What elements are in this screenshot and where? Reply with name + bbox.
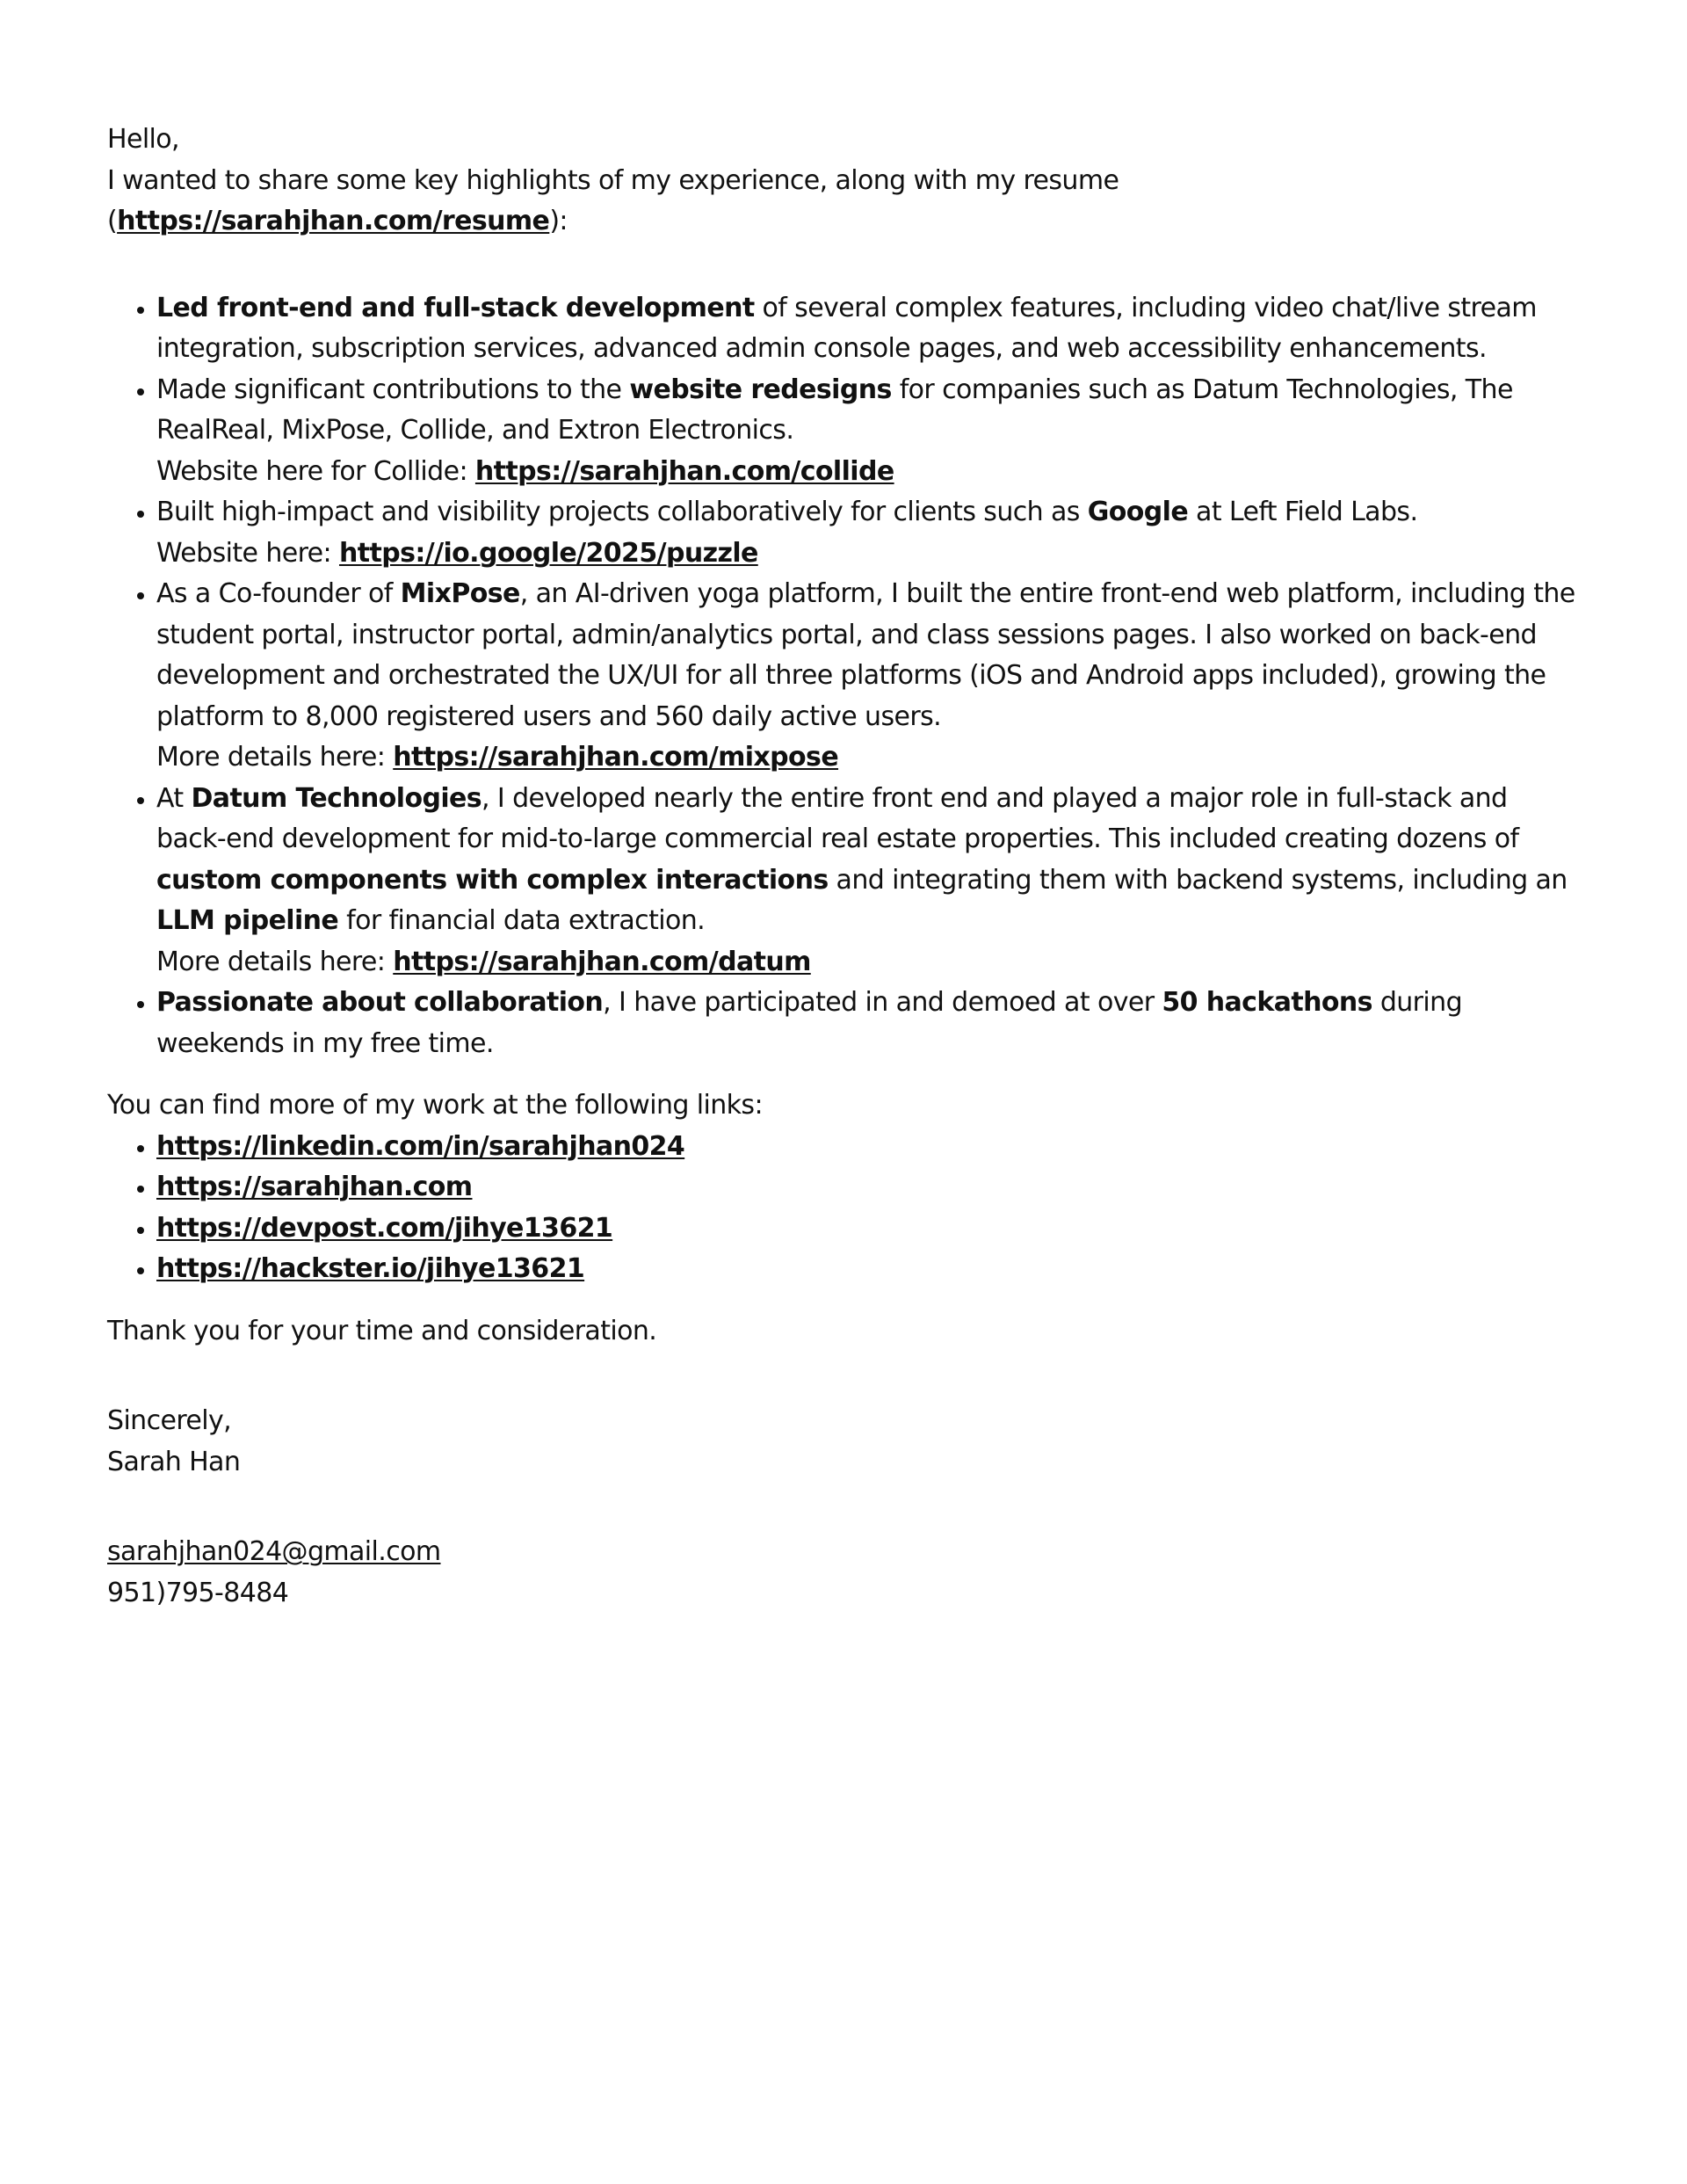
greeting: Hello, bbox=[107, 124, 179, 155]
highlight-text: , I developed nearly the entire front end and played a major role in full-stack and back-end development for mid-to-large commercial real estate properties. This included creating dozens of bbox=[156, 782, 1519, 854]
google-puzzle-link[interactable]: https://io.google/2025/puzzle bbox=[338, 537, 758, 569]
email-link[interactable]: sarahjhan024@gmail.com bbox=[107, 1536, 441, 1567]
highlight-text: , an AI-driven yoga platform, I built the entire front-end web platform, including the student portal, instructor portal, admin/analytics portal, and class sessions pages. I also worked on back-end development and orchestrated the UX/UI for all three platforms (iOS and Android apps included), growing the platform to 8,000 registered users and 560 daily active users. bbox=[156, 578, 1575, 732]
highlight-bold: website redesigns bbox=[629, 374, 892, 405]
highlight-bold: 50 hackathons bbox=[1162, 987, 1372, 1018]
highlight-bold: Led front-end and full-stack development bbox=[156, 292, 755, 323]
list-item bbox=[156, 983, 1583, 1064]
link-label: More details here: bbox=[156, 946, 394, 977]
highlight-text: at Left Field Labs. bbox=[1188, 497, 1418, 527]
list-item bbox=[156, 574, 1583, 779]
highlight-text: during weekends in my free time. bbox=[156, 987, 1463, 1059]
highlight-text: for companies such as Datum Technologies, The RealReal, MixPose, Collide, and Extron Electronics. bbox=[156, 374, 1513, 446]
list-item bbox=[156, 370, 1583, 493]
email-line bbox=[107, 1532, 1583, 1573]
highlight-text: As a Co-founder of bbox=[156, 578, 401, 609]
list-item bbox=[156, 779, 1583, 983]
list-item bbox=[156, 1249, 1583, 1290]
highlight-text: , I have participated in and demoed at over bbox=[603, 987, 1162, 1018]
highlight-text: Built high-impact and visibility projects collaboratively for clients such as bbox=[156, 497, 1088, 527]
links-intro: You can find more of my work at the following links: bbox=[107, 1090, 763, 1121]
hackster-link[interactable]: https://hackster.io/jihye13621 bbox=[156, 1253, 585, 1284]
list-item bbox=[156, 1208, 1583, 1250]
collide-link[interactable]: https://sarahjhan.com/collide bbox=[474, 455, 894, 487]
highlight-text: Made significant contributions to the bbox=[156, 374, 630, 405]
thanks-line: Thank you for your time and consideration. bbox=[107, 1315, 657, 1346]
highlight-bold: custom components with complex interactions bbox=[156, 864, 829, 896]
highlight-text: of several complex features, including video chat/live stream integration, subscription services, advanced admin console pages, and web accessibility enhancements. bbox=[156, 292, 1537, 364]
intro-text-end: ): bbox=[549, 206, 568, 236]
list-item bbox=[156, 1167, 1583, 1208]
list-item bbox=[156, 492, 1583, 574]
intro-text: I wanted to share some key highlights of my experience, along with my resume ( bbox=[107, 164, 1119, 236]
signature-name: Sarah Han bbox=[107, 1446, 241, 1477]
resume-link[interactable]: https://sarahjhan.com/resume bbox=[117, 206, 550, 236]
links-list bbox=[107, 1127, 1583, 1290]
highlight-bold: LLM pipeline bbox=[156, 905, 339, 936]
highlight-bold: Datum Technologies bbox=[191, 782, 482, 814]
mixpose-link[interactable]: https://sarahjhan.com/mixpose bbox=[393, 742, 839, 773]
linkedin-link[interactable]: https://linkedin.com/in/sarahjhan024 bbox=[156, 1130, 685, 1162]
website-link[interactable]: https://sarahjhan.com bbox=[156, 1172, 473, 1202]
list-item bbox=[156, 288, 1583, 370]
devpost-link[interactable]: https://devpost.com/jihye13621 bbox=[156, 1212, 613, 1244]
datum-link[interactable]: https://sarahjhan.com/datum bbox=[393, 946, 811, 977]
highlight-bold: Google bbox=[1087, 497, 1189, 527]
highlight-bold: Passionate about collaboration bbox=[156, 987, 604, 1018]
phone-number: 951)795-8484 bbox=[107, 1577, 289, 1608]
highlight-text: and integrating them with backend systems, including an bbox=[828, 864, 1568, 896]
highlights-list bbox=[107, 288, 1583, 1065]
cover-letter bbox=[107, 120, 1583, 1614]
link-label: Website here: bbox=[156, 537, 339, 569]
list-item bbox=[156, 1127, 1583, 1168]
highlight-bold: MixPose bbox=[400, 578, 520, 609]
closing: Sincerely, bbox=[107, 1405, 232, 1436]
highlight-text: At bbox=[156, 782, 192, 814]
intro-paragraph bbox=[107, 161, 1583, 243]
link-label: Website here for Collide: bbox=[156, 455, 475, 487]
link-label: More details here: bbox=[156, 742, 394, 773]
highlight-text: for financial data extraction. bbox=[338, 905, 706, 936]
